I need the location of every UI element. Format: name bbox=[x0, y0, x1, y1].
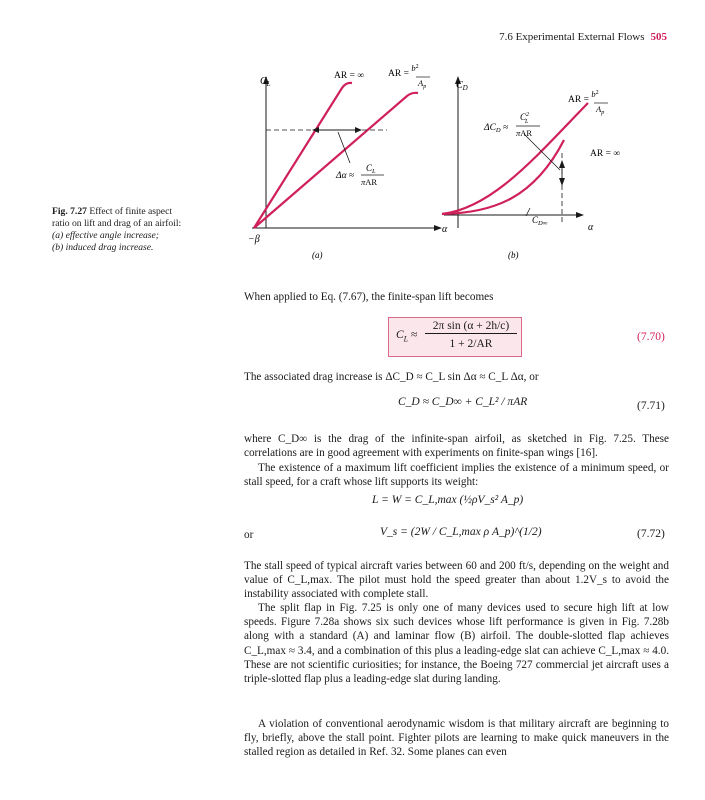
para-3: The stall speed of typical aircraft varies between 60 and 200 ft/s, depending on the weight and value of C_L,max. The pilot must hold the speed greater than about 1.2V_s to avoid the instability associated with complete stall. bbox=[244, 560, 669, 601]
assoc-drag-text: The associated drag increase is ΔC_D ≈ C_L sin Δα ≈ C_L Δα, or bbox=[244, 371, 539, 383]
caption-line-4: (b) induced drag increase. bbox=[52, 242, 154, 253]
section-title: 7.6 Experimental External Flows bbox=[499, 31, 645, 43]
svg-text:Ap: $A_p$ bbox=[418, 78, 427, 90]
eq770-numerator: 2π sin (α + 2h/c) bbox=[425, 320, 517, 334]
para-4: The split flap in Fig. 7.25 is only one of many devices used to secure high lift at low speeds. Figure 7.28a shows six such devices whose lift performance is given in Fig. 7.28b along with a standard (A) and laminar flow (B) airfoil. The double-slotted flap achieves C_L,max ≈ 3.4, and a combination of this plus a leading-edge slat can achieve C_L,max ≈ 4.0. These are not scientific curiosities; for instance, the Boeing 727 commercial jet aircraft uses a triple-slotted flap plus a leading-edge slat during landing. bbox=[244, 602, 669, 686]
running-header bbox=[499, 31, 667, 43]
or-word: or bbox=[244, 529, 254, 541]
panel-b-curve-ar-inf bbox=[442, 140, 564, 214]
eq-lift: L = W = C_L,max (½ρV_s² A_p) bbox=[372, 494, 524, 506]
panel-a-label-ar-inf: AR = ∞ bbox=[334, 71, 365, 81]
panel-a-tag: (a) bbox=[312, 250, 323, 260]
panel-a-origin-label: −β bbox=[248, 234, 260, 245]
panel-b-delta-label: $\Delta C_D$ ≈ bbox=[484, 123, 509, 134]
para-5: A violation of conventional aerodynamic wisdom is that military aircraft are beginning to fly, briefly, above the stall point. Fighter pilots are learning to make quick maneuvers in the stalled region as detailed in Ref. 32. Some planes can even bbox=[244, 718, 669, 759]
panel-a-ylabel: $C_L$ bbox=[260, 76, 271, 88]
svg-text:CL: $C_L$ bbox=[366, 163, 376, 175]
eq771: C_D ≈ C_D∞ + C_L² / πAR bbox=[398, 396, 528, 408]
eq772-number: (7.72) bbox=[637, 528, 665, 540]
eq771-number: (7.71) bbox=[637, 400, 665, 412]
caption-line-1: Effect of finite aspect bbox=[89, 206, 172, 217]
para-1: where C_D∞ is the drag of the infinite-span airfoil, as sketched in Fig. 7.25. These correlations are in good agreement with experiments on finite-span wings [16]. bbox=[244, 433, 669, 460]
svg-text:πAR: πAR bbox=[516, 128, 533, 138]
panel-a-xlabel: α bbox=[442, 224, 448, 235]
panel-a-delta-label: Δα ≈ bbox=[336, 171, 355, 181]
figure-panel-a bbox=[242, 58, 452, 268]
panel-b-xlabel: α bbox=[588, 222, 594, 233]
eq770-number: (7.70) bbox=[637, 331, 665, 343]
figure-label: Fig. 7.27 bbox=[52, 206, 87, 217]
svg-text:C2L: $C^2$ L bbox=[520, 112, 530, 125]
panel-a-label-ar-finite: AR = $b^2$ bbox=[388, 63, 419, 79]
panel-b-label-ar-finite: AR = $b^2$ bbox=[568, 89, 599, 105]
eq770-lhs: $C_L$ ≈ bbox=[396, 329, 418, 344]
figure-panel-b bbox=[434, 58, 634, 268]
panel-b-label-ar-inf: AR = ∞ bbox=[590, 149, 621, 159]
figure-caption bbox=[52, 206, 242, 254]
panel-a-curve-ar-finite bbox=[254, 93, 418, 228]
intro-text: When applied to Eq. (7.67), the finite-span lift becomes bbox=[244, 291, 494, 303]
panel-b-cd-inf-label: $C_{D\infty}$ bbox=[532, 215, 548, 227]
svg-text:πAR: πAR bbox=[361, 177, 378, 187]
panel-b-tag: (b) bbox=[508, 250, 519, 260]
caption-line-3: (a) effective angle increase; bbox=[52, 230, 159, 241]
panel-b-leader bbox=[524, 134, 560, 170]
eq770-denominator: 1 + 2/AR bbox=[449, 338, 493, 350]
svg-text:Ap: $A_p$ bbox=[596, 104, 605, 116]
caption-line-2: ratio on lift and drag of an airfoil: bbox=[52, 218, 182, 229]
page-number: 505 bbox=[650, 31, 667, 43]
eq772: V_s = (2W / C_L,max ρ A_p)^(1/2) bbox=[380, 526, 542, 538]
panel-b-ylabel: $C_D$ bbox=[456, 80, 468, 92]
para-2: The existence of a maximum lift coefficient implies the existence of a minimum speed, or stall speed, for a craft whose lift supports its weight: bbox=[244, 462, 669, 489]
